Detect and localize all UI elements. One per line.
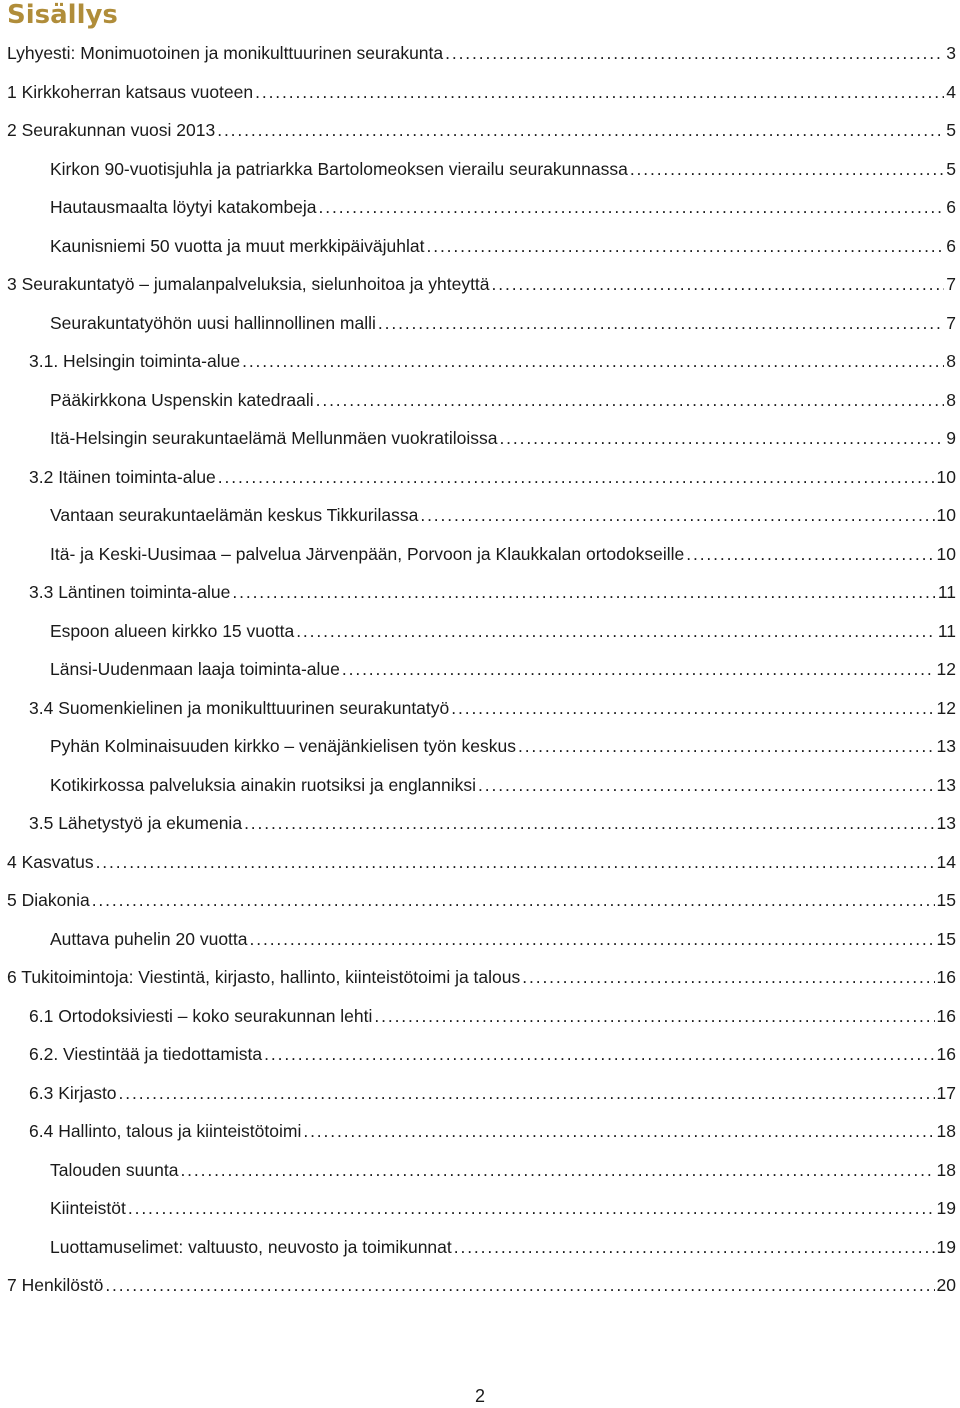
toc-dot-leader	[316, 381, 945, 420]
toc-entry-title: Itä-Helsingin seurakuntaelämä Mellunmäen vuokratiloissa	[50, 428, 498, 448]
toc-entry-title: 6 Tukitoimintoja: Viestintä, kirjasto, hallinto, kiinteistötoimi ja talous	[7, 967, 521, 987]
toc-entry[interactable]	[0, 419, 960, 458]
toc-entry-page: 11	[937, 582, 956, 602]
toc-entry-title: 6.2. Viestintää ja tiedottamista	[29, 1044, 263, 1064]
toc-entry-page: 18	[936, 1159, 956, 1180]
toc-entry-page: 17	[936, 1082, 956, 1103]
toc-entry-page: 10	[936, 505, 956, 525]
toc-entry-title: Kotikirkossa palveluksia ainakin ruotsiksi ja englanniksi	[50, 774, 477, 795]
toc-entry[interactable]	[0, 920, 960, 959]
toc-entry[interactable]	[0, 958, 960, 997]
toc-entry-page: 12	[936, 659, 956, 679]
toc-dot-leader	[499, 419, 944, 458]
toc-entry-title: 3 Seurakuntatyö – jumalanpalveluksia, sielunhoitoa ja yhteyttä	[7, 274, 490, 294]
table-of-contents	[0, 34, 960, 1305]
toc-entry[interactable]	[0, 496, 960, 535]
toc-entry[interactable]	[0, 1189, 960, 1228]
toc-entry[interactable]	[0, 34, 960, 73]
toc-entry-page: 9	[946, 428, 956, 448]
toc-dot-leader	[255, 73, 944, 112]
toc-entry-title: Seurakuntatyöhön uusi hallinnollinen malli	[50, 312, 376, 333]
toc-dot-leader	[296, 612, 936, 651]
toc-entry-title: 2 Seurakunnan vuosi 2013	[7, 120, 216, 140]
toc-entry-title: 3.3 Läntinen toiminta-alue	[29, 582, 231, 602]
toc-entry-page: 8	[946, 389, 956, 410]
toc-entry-title: 6.1 Ortodoksiviesti – koko seurakunnan lehti	[29, 1005, 373, 1026]
toc-dot-leader	[478, 766, 934, 805]
toc-entry-page: 5	[946, 158, 956, 179]
toc-dot-leader	[218, 458, 935, 497]
toc-entry-page: 14	[936, 851, 956, 872]
toc-entry-title: 3.2 Itäinen toiminta-alue	[29, 466, 216, 487]
toc-entry-page: 19	[936, 1236, 956, 1257]
toc-entry-title: Auttava puhelin 20 vuotta	[50, 928, 248, 949]
toc-entry-page: 20	[936, 1275, 956, 1295]
toc-entry-title: Pyhän Kolminaisuuden kirkko – venäjänkielisen työn keskus	[50, 736, 516, 756]
toc-entry[interactable]	[0, 843, 960, 882]
toc-dot-leader	[342, 650, 935, 689]
toc-dot-leader	[264, 1035, 934, 1074]
toc-dot-leader	[232, 573, 935, 612]
toc-dot-leader	[92, 881, 935, 920]
toc-dot-leader	[319, 188, 945, 227]
toc-entry-title: Kiinteistöt	[50, 1198, 126, 1218]
toc-entry-page: 16	[936, 1044, 956, 1064]
toc-dot-leader	[451, 689, 934, 728]
toc-dot-leader	[492, 265, 945, 304]
toc-entry-page: 3	[946, 43, 956, 63]
toc-entry[interactable]	[0, 265, 960, 304]
toc-entry-page: 10	[936, 466, 956, 487]
toc-entry-page: 18	[936, 1121, 956, 1141]
toc-dot-leader	[427, 227, 945, 266]
toc-dot-leader	[303, 1112, 934, 1151]
toc-dot-leader	[522, 958, 934, 997]
toc-dot-leader	[454, 1228, 935, 1267]
toc-entry-title: Vantaan seurakuntaelämän keskus Tikkurilassa	[50, 505, 419, 525]
toc-entry-page: 7	[946, 274, 956, 294]
toc-entry-title: 3.5 Lähetystyö ja ekumenia	[29, 813, 243, 833]
toc-entry-title: Pääkirkkona Uspenskin katedraali	[50, 389, 314, 410]
toc-entry-title: 3.4 Suomenkielinen ja monikulttuurinen seurakuntatyö	[29, 697, 450, 718]
toc-entry[interactable]	[0, 304, 960, 343]
toc-entry[interactable]	[0, 342, 960, 381]
toc-dot-leader	[518, 727, 935, 766]
toc-entry-title: Länsi-Uudenmaan laaja toiminta-alue	[50, 659, 340, 679]
toc-entry[interactable]	[0, 766, 960, 805]
toc-entry[interactable]	[0, 381, 960, 420]
toc-entry-title: Kaunisniemi 50 vuotta ja muut merkkipäiväjuhlat	[50, 235, 425, 256]
toc-entry-page: 15	[936, 890, 956, 910]
toc-entry-title: 4 Kasvatus	[7, 851, 94, 872]
toc-entry[interactable]	[0, 73, 960, 112]
toc-entry-title: 6.3 Kirjasto	[29, 1082, 117, 1103]
toc-entry-title: 6.4 Hallinto, talous ja kiinteistötoimi	[29, 1121, 302, 1141]
toc-entry-page: 7	[946, 312, 956, 333]
toc-entry-page: 13	[936, 813, 956, 833]
toc-entry[interactable]	[0, 1228, 960, 1267]
toc-dot-leader	[242, 342, 944, 381]
toc-entry[interactable]	[0, 804, 960, 843]
toc-entry[interactable]	[0, 1151, 960, 1190]
toc-entry-page: 11	[937, 620, 956, 641]
toc-entry-page: 5	[946, 120, 956, 140]
toc-entry-title: Hautausmaalta löytyi katakombeja	[50, 197, 317, 217]
toc-dot-leader	[217, 111, 944, 150]
toc-entry-title: Luottamuselimet: valtuusto, neuvosto ja toimikunnat	[50, 1236, 452, 1257]
toc-entry-page: 12	[936, 697, 956, 718]
toc-entry[interactable]	[0, 1074, 960, 1113]
toc-entry[interactable]	[0, 150, 960, 189]
toc-entry-page: 6	[946, 235, 956, 256]
toc-dot-leader	[105, 1266, 934, 1305]
toc-entry[interactable]	[0, 227, 960, 266]
toc-entry-title: 1 Kirkkoherran katsaus vuoteen	[7, 81, 254, 102]
toc-entry-page: 16	[936, 1005, 956, 1026]
toc-entry[interactable]	[0, 1266, 960, 1305]
toc-entry[interactable]	[0, 881, 960, 920]
toc-entry[interactable]	[0, 997, 960, 1036]
toc-dot-leader	[96, 843, 935, 882]
toc-entry-page: 19	[936, 1198, 956, 1218]
toc-entry-title: Itä- ja Keski-Uusimaa – palvelua Järvenpään, Porvoon ja Klaukkalan ortodokseille	[50, 543, 685, 564]
toc-entry[interactable]	[0, 650, 960, 689]
toc-entry[interactable]	[0, 111, 960, 150]
toc-dot-leader	[374, 997, 934, 1036]
toc-dot-leader	[180, 1151, 934, 1190]
toc-entry-title: 7 Henkilöstö	[7, 1275, 104, 1295]
toc-entry-page: 6	[946, 197, 956, 217]
toc-entry[interactable]	[0, 727, 960, 766]
toc-entry-title: 3.1. Helsingin toiminta-alue	[29, 351, 241, 371]
toc-entry[interactable]	[0, 458, 960, 497]
toc-dot-leader	[686, 535, 934, 574]
toc-entry-title: Talouden suunta	[50, 1159, 179, 1180]
page-title: Sisällys	[7, 0, 118, 30]
toc-dot-leader	[445, 34, 944, 73]
toc-entry-title: Espoon alueen kirkko 15 vuotta	[50, 620, 295, 641]
page-number: 2	[474, 1386, 485, 1406]
toc-entry-page: 8	[946, 351, 956, 371]
toc-dot-leader	[128, 1189, 935, 1228]
toc-entry-title: Kirkon 90-vuotisjuhla ja patriarkka Bartolomeoksen vierailu seurakunnassa	[50, 158, 628, 179]
toc-entry-title: 5 Diakonia	[7, 890, 90, 910]
toc-dot-leader	[378, 304, 944, 343]
toc-entry-page: 16	[936, 967, 956, 987]
toc-entry-page: 13	[936, 736, 956, 756]
toc-entry[interactable]	[0, 535, 960, 574]
toc-dot-leader	[420, 496, 934, 535]
toc-entry-page: 15	[936, 928, 956, 949]
toc-entry-page: 4	[946, 81, 956, 102]
toc-entry[interactable]	[0, 573, 960, 612]
toc-entry-page: 10	[936, 543, 956, 564]
toc-entry[interactable]	[0, 188, 960, 227]
toc-dot-leader	[119, 1074, 935, 1113]
toc-entry[interactable]	[0, 1035, 960, 1074]
toc-dot-leader	[630, 150, 944, 189]
toc-dot-leader	[250, 920, 935, 959]
toc-entry[interactable]	[0, 1112, 960, 1151]
toc-entry-title: Lyhyesti: Monimuotoinen ja monikulttuurinen seurakunta	[7, 43, 444, 63]
toc-dot-leader	[244, 804, 934, 843]
toc-entry[interactable]	[0, 612, 960, 651]
toc-entry-page: 13	[936, 774, 956, 795]
toc-entry[interactable]	[0, 689, 960, 728]
